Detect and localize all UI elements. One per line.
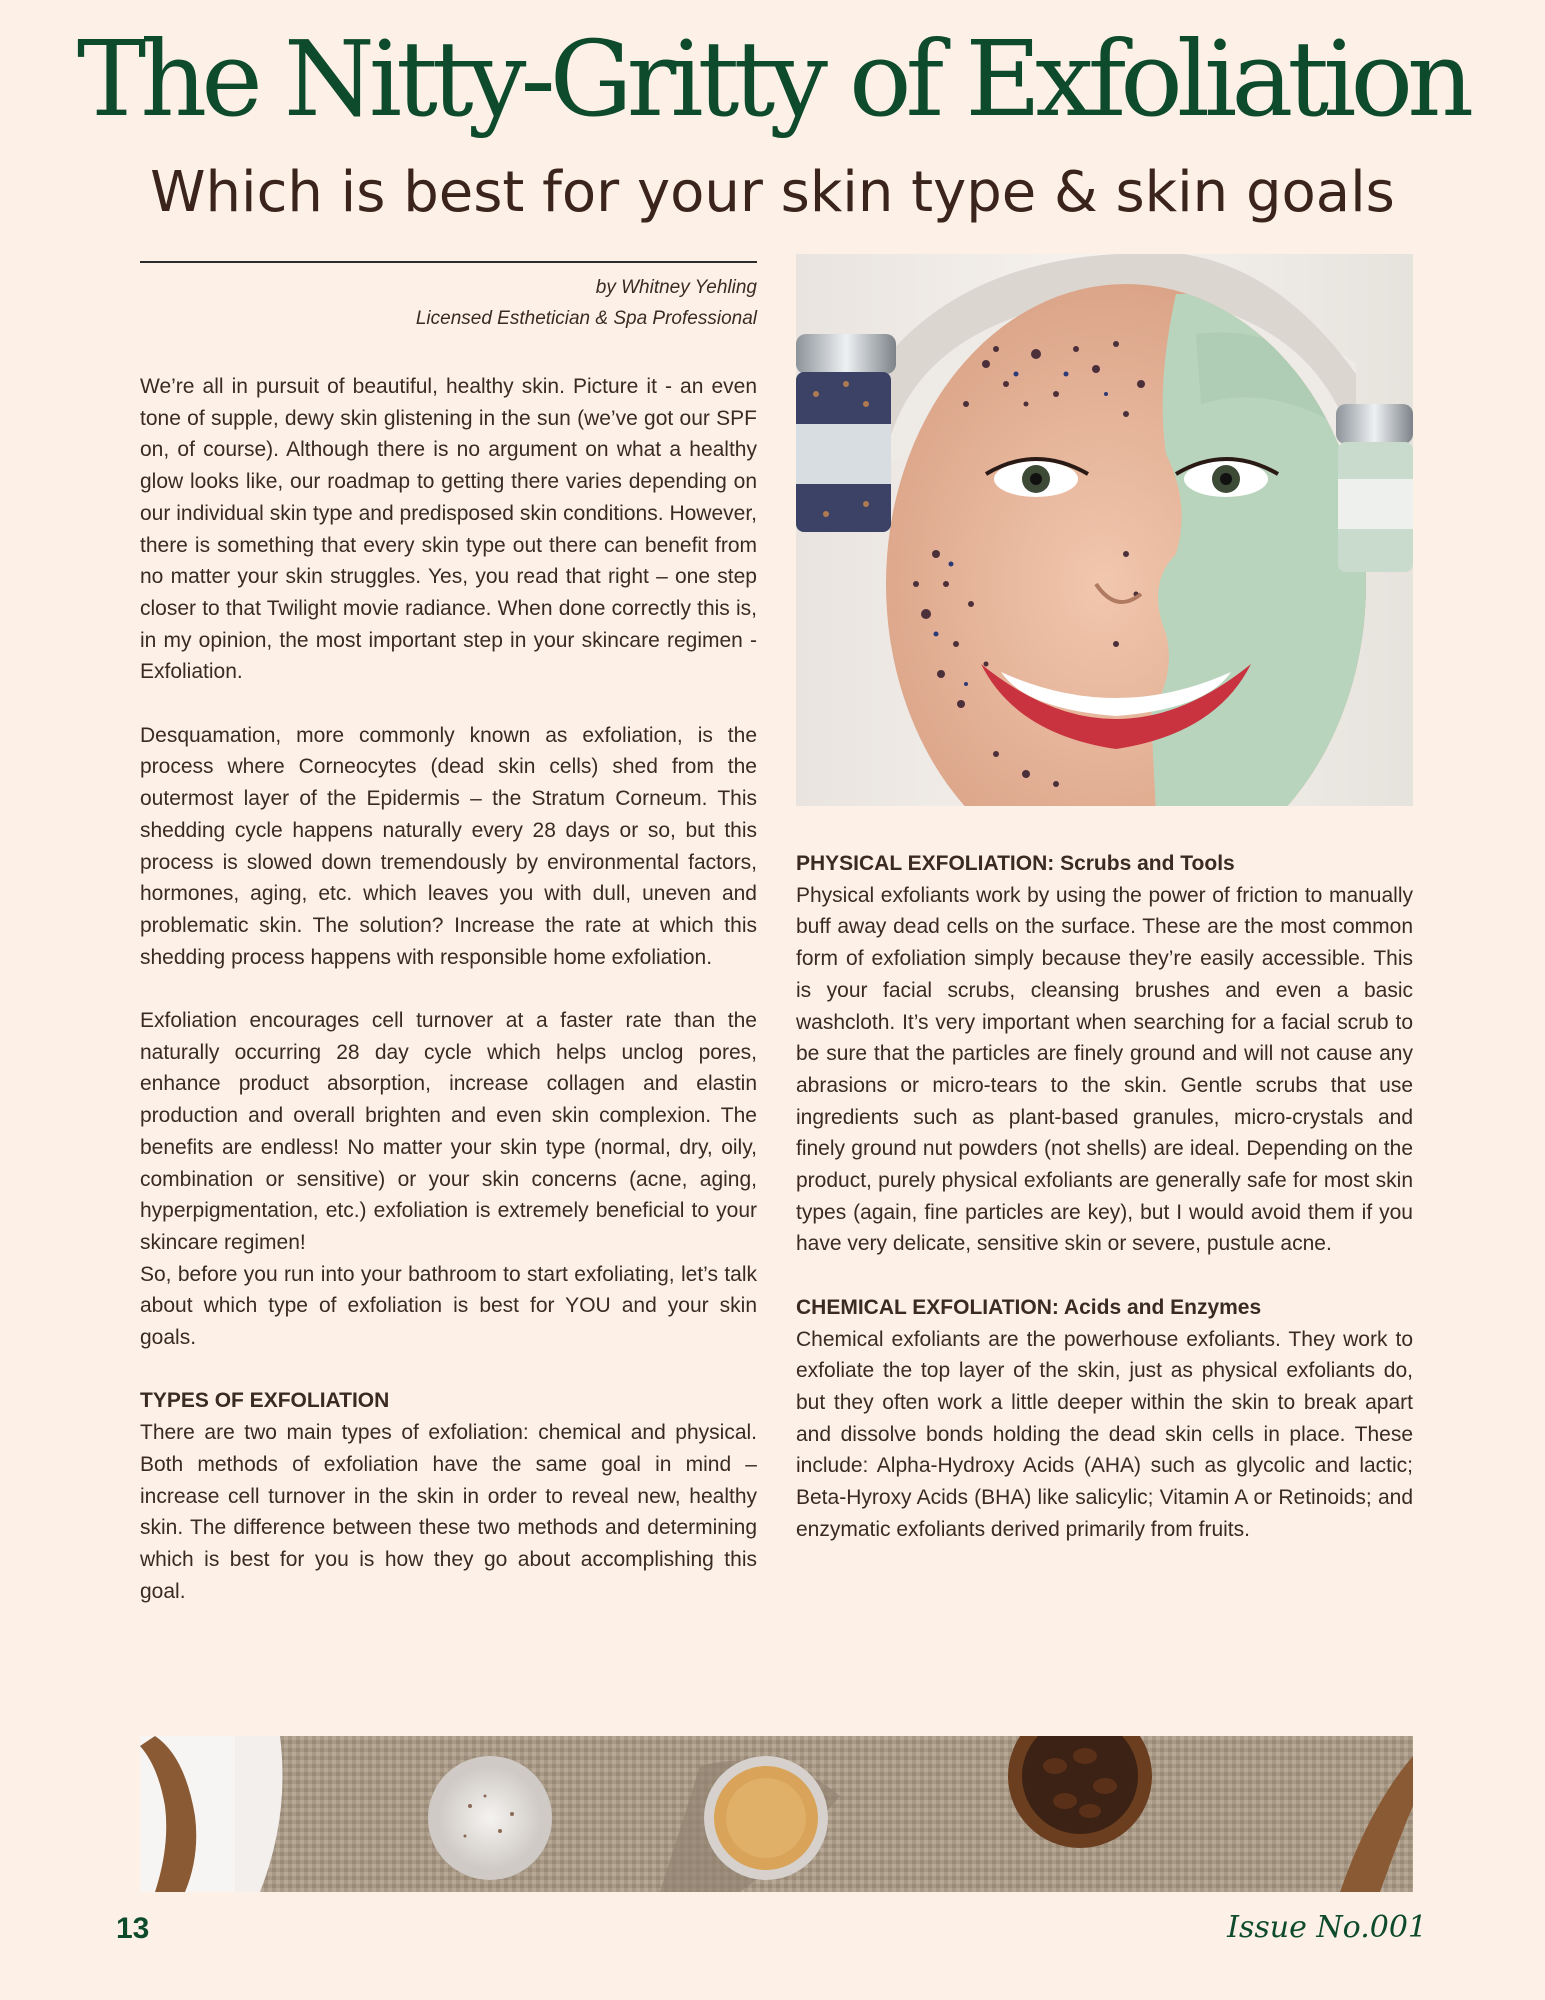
byline-role: Licensed Esthetician & Spa Professional — [415, 308, 757, 329]
byline-author: by Whitney Yehling — [595, 277, 757, 298]
face-mask-photo — [796, 254, 1413, 806]
transition-paragraph: So, before you run into your bathroom to start exfoliating, let’s talk about which type of exfoliation is best for YOU and your skin goals. — [140, 1262, 757, 1350]
desquamation-paragraph: Desquamation, more commonly known as exfoliation, is the process where Corneocytes (dead skin cells) shed from the outermost layer of the Epidermis – the Stratum Corneum. This shedding cycle happens naturally every 28 days or so, but this process is slowed down tremendously by environmental factors, hormones, aging, etc. which leaves you with dull, uneven and problematic skin. The solution? Increase the rate at which this shedding process happens with responsible home exfoliation. — [140, 723, 757, 969]
physical-heading: PHYSICAL EXFOLIATION: Scrubs and Tools — [796, 852, 1235, 875]
article-title: The Nitty-Gritty of Exfoliation — [76, 18, 1469, 140]
issue-label: Issue No.001 — [1227, 1910, 1427, 1945]
byline-divider — [140, 261, 757, 263]
left-jar — [796, 334, 896, 532]
physical-paragraph: Physical exfoliants work by using the power of friction to manually buff away dead cells on the surface. These are the most common form of exfoliation simply because they’re easily accessible. This is your facial scrubs, cleansing brushes and even a basic washcloth. It’s very important when searching for a facial scrub to be sure that the particles are finely ground and will not cause any abrasions or micro-tears to the skin. Gentle scrubs that use ingredients such as plant-based granules, micro-crystals and finely ground nut powders (not shells) are ideal. Depending on the product, purely physical exfoliants are generally safe for most skin types (again, fine particles are key), but I would avoid them if you have very delicate, sensitive skin or severe, pustule acne. — [796, 883, 1413, 1256]
benefits-paragraph: Exfoliation encourages cell turnover at a faster rate than the naturally occurring 28 day cycle which helps unclog pores, enhance product absorption, increase collagen and elastin production and overall brighten and even skin complexion. The benefits are endless! No matter your skin type (normal, dry, oily, combination or sensitive) or your skin concerns (acne, aging, hyperpigmentation, etc.) exfoliation is extremely beneficial to your skincare regimen! — [140, 1009, 757, 1254]
byline — [140, 272, 757, 334]
right-column — [796, 848, 1413, 1545]
page-number: 13 — [116, 1912, 150, 1945]
types-paragraph: There are two main types of exfoliation: chemical and physical. Both methods of exfoliation have the same goal in mind – increase cell turnover in the skin in order to reveal new, healthy skin. The difference between these two methods and determining which is best for you is how they go about accomplishing this goal. — [140, 1421, 757, 1603]
chemical-paragraph: Chemical exfoliants are the powerhouse exfoliants. They work to exfoliate the top layer of the skin, just as physical exfoliants do, but they often work a little deeper within the skin to break apart and dissolve bonds holding the dead skin cells in place. These include: Alpha-Hydroxy Acids (AHA) such as glycolic and lactic; Beta-Hyroxy Acids (BHA) like salicylic; Vitamin A or Retinoids; and enzymatic exfoliants derived primarily from fruits. — [796, 1327, 1413, 1541]
left-column — [140, 371, 757, 1607]
intro-paragraph: We’re all in pursuit of beautiful, healthy skin. Picture it - an even tone of supple, dewy skin glistening in the sun (we’ve got our SPF on, of course). Although there is no argument on what a healthy glow looks like, our roadmap to getting there varies depending on our individual skin type and predisposed skin conditions. However, there is something that every skin type out there can benefit from no matter your skin struggles. Yes, you read that right – one step closer to that Twilight movie radiance. When done correctly this is, in my opinion, the most important step in your skincare regimen - Exfoliation. — [140, 375, 757, 684]
article-subtitle: Which is best for your skin type & skin goals — [150, 160, 1395, 225]
exfoliation-tools-photo — [140, 1736, 1413, 1892]
chemical-heading: CHEMICAL EXFOLIATION: Acids and Enzymes — [796, 1295, 1262, 1319]
right-jar — [1336, 404, 1413, 572]
types-heading: TYPES OF EXFOLIATION — [140, 1389, 390, 1413]
